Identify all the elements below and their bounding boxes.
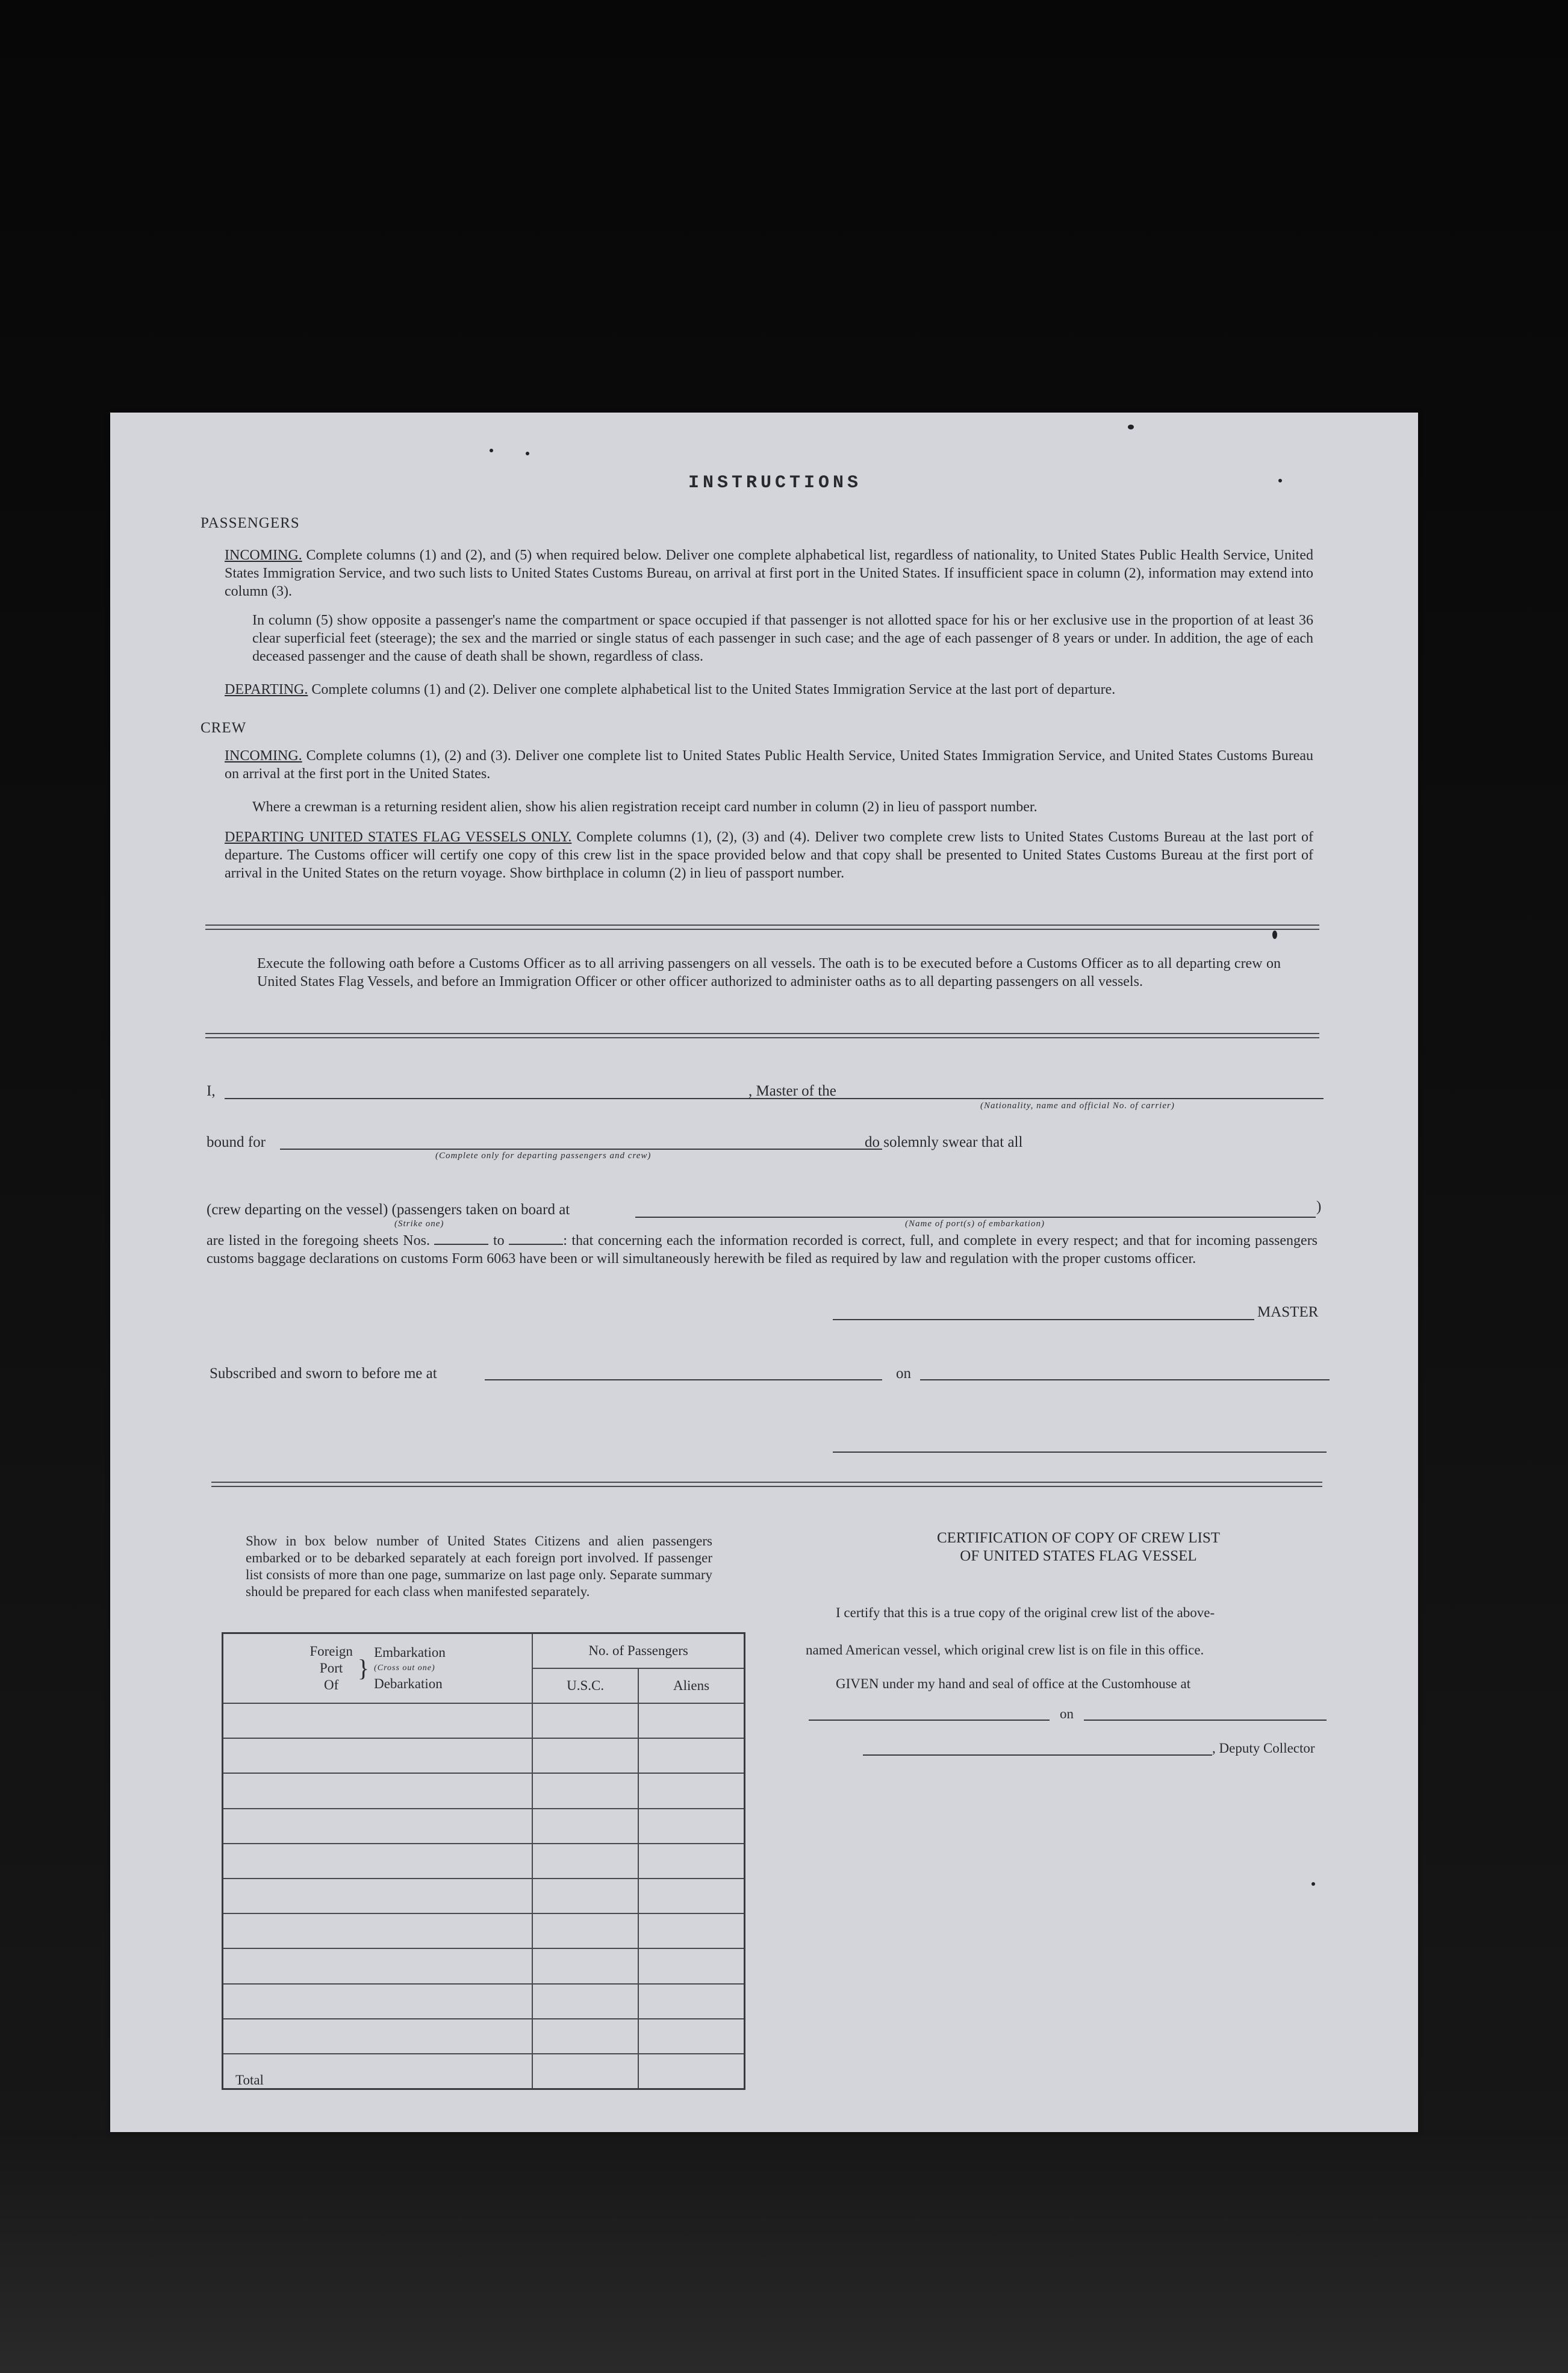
aliens-cell[interactable]: [638, 1773, 744, 1808]
strike-one-hint: (Strike one): [394, 1219, 444, 1229]
sheet-from-field[interactable]: [434, 1244, 488, 1245]
master-signature-line[interactable]: [833, 1319, 1254, 1320]
total-label: Total: [223, 2054, 533, 2089]
port-cell[interactable]: [223, 1948, 533, 1983]
usc-cell[interactable]: [532, 1844, 638, 1879]
swear-text: do solemnly swear that all: [865, 1134, 1023, 1150]
table-row: [223, 1948, 745, 1983]
crew-departing-text: Complete columns (1), (2), (3) and (4). Deliver two complete crew lists to United States Customs Bureau at the last port of departure. The Customs officer will certify one copy of this crew list in the space provided below and that copy shall be presented to United States Customs Bureau at the first port of arrival in the United States on the return voyage. Show birthplace in column (2) in lieu of passport number.: [225, 829, 1314, 881]
divider-double-2: [205, 1033, 1319, 1038]
usc-cell[interactable]: [532, 1913, 638, 1948]
summary-paragraph: Show in box below number of United States Citizens and alien passengers embarked or to be debarked separately at each foreign port involved. If passenger list consists of more than one page, summarize on last page only. Separate summary should be prepared for each class when manifested separately.: [246, 1533, 712, 1599]
aliens-cell[interactable]: [638, 1913, 744, 1948]
crew-departing-paragraph: [225, 828, 1313, 882]
passengers-departing-label: DEPARTING.: [225, 682, 308, 697]
aliens-cell[interactable]: [638, 1879, 744, 1913]
foreign-label: Foreign: [310, 1643, 353, 1659]
scan-speck: [1128, 425, 1134, 429]
passengers-incoming-paragraph: [225, 546, 1313, 600]
ports-summary-table: [222, 1632, 745, 2090]
port-cell[interactable]: [223, 1984, 533, 2019]
page-title: INSTRUCTIONS: [688, 473, 862, 493]
crew-incoming-label: INCOMING.: [225, 748, 302, 764]
deputy-signature-line[interactable]: [863, 1754, 1212, 1756]
usc-header: U.S.C.: [532, 1668, 638, 1703]
usc-cell[interactable]: [532, 2019, 638, 2054]
port-cell[interactable]: [223, 1879, 533, 1913]
port-cell[interactable]: [223, 1703, 533, 1738]
certification-heading-1: CERTIFICATION OF COPY OF CREW LIST: [936, 1530, 1221, 1546]
oath-i-label: I,: [207, 1083, 216, 1099]
aliens-cell[interactable]: [638, 1703, 744, 1738]
officer-signature-line[interactable]: [833, 1452, 1327, 1453]
ports-hint: (Name of port(s) of embarkation): [905, 1219, 1045, 1229]
cross-out-hint: (Cross out one): [374, 1663, 435, 1673]
aliens-cell[interactable]: [638, 1948, 744, 1983]
bound-for-label: bound for: [207, 1134, 266, 1150]
no-passengers-header: No. of Passengers: [532, 1633, 744, 1668]
passengers-incoming-label: INCOMING.: [225, 547, 302, 563]
port-header-cell: [223, 1633, 533, 1703]
customhouse-field[interactable]: [809, 1720, 1050, 1721]
sworn-date-field[interactable]: [920, 1379, 1330, 1380]
listed-rest: : that concerning each the information recorded is correct, full, and complete in every respect; and that for incoming passengers customs baggage declarations on customs Form 6063 have been or will simultaneously herewith be filed as required by law and regulation with the proper customs officer.: [207, 1233, 1318, 1267]
aliens-cell[interactable]: [638, 1984, 744, 2019]
table-row: [223, 1738, 745, 1773]
usc-cell[interactable]: [532, 1879, 638, 1913]
passengers-departing-text: Complete columns (1) and (2). Deliver one complete alphabetical list to the United States Immigration Service at the last port of departure.: [311, 682, 1116, 697]
complete-only-hint: (Complete only for departing passengers and crew): [435, 1151, 652, 1161]
port-label: Port: [319, 1660, 343, 1676]
form-sheet: [110, 413, 1418, 2132]
close-paren: ): [1316, 1199, 1322, 1215]
table-row: [223, 1703, 745, 1738]
embarkation-label: Embarkation: [374, 1644, 446, 1660]
total-aliens-cell[interactable]: [638, 2054, 744, 2089]
debarkation-label: Debarkation: [374, 1676, 443, 1691]
of-label: Of: [323, 1677, 339, 1692]
port-cell[interactable]: [223, 1913, 533, 1948]
passengers-heading: PASSENGERS: [201, 515, 300, 531]
port-cell[interactable]: [223, 1844, 533, 1879]
subscribed-label: Subscribed and sworn to before me at: [210, 1365, 437, 1382]
aliens-header: Aliens: [638, 1668, 744, 1703]
crew-incoming-text: Complete columns (1), (2) and (3). Deliver one complete list to United States Public Health Service, United States Immigration Service, and United States Customs Bureau on arrival at the first port in the United States.: [225, 748, 1314, 782]
aliens-cell[interactable]: [638, 1844, 744, 1879]
table-row: [223, 1913, 745, 1948]
usc-cell[interactable]: [532, 1809, 638, 1844]
scan-bottom-band: [0, 2129, 1568, 2373]
scan-speck: [490, 449, 493, 452]
port-cell[interactable]: [223, 2019, 533, 2054]
crew-departing-label: DEPARTING UNITED STATES FLAG VESSELS ONLY.: [225, 829, 572, 845]
master-sig-label: MASTER: [1257, 1304, 1319, 1320]
bound-for-field[interactable]: [280, 1149, 882, 1150]
port-cell[interactable]: [223, 1773, 533, 1808]
crew-heading: CREW: [201, 720, 247, 736]
aliens-cell[interactable]: [638, 1809, 744, 1844]
deputy-collector-label: , Deputy Collector: [1212, 1741, 1315, 1756]
certification-heading-2: OF UNITED STATES FLAG VESSEL: [960, 1548, 1197, 1564]
scan-speck: [1272, 931, 1277, 939]
crew-resident-paragraph: Where a crewman is a returning resident alien, show his alien registration receipt card number in column (2) in lieu of passport number.: [252, 799, 1038, 815]
usc-cell[interactable]: [532, 1773, 638, 1808]
passengers-column5-paragraph: In column (5) show opposite a passenger's name the compartment or space occupied if that passenger is not allotted space for his or her exclusive use in the proportion of at least 36 clear superficial feet (steerage); the sex and the married or single status of each passenger in such case; and the age of each passenger of 8 years or under. In addition, the age of each deceased passenger and the cause of death shall be shown, regardless of class.: [252, 613, 1313, 664]
table-row: [223, 1879, 745, 1913]
divider-double-3: [211, 1482, 1322, 1487]
passengers-incoming-text: Complete columns (1) and (2), and (5) when required below. Deliver one complete alphabetical list, regardless of nationality, to United States Public Health Service, United States Immigration Service, and two such lists to United States Customs Bureau, on arrival at first port in the United States. If insufficient space in column (2), information may extend into column (3).: [225, 547, 1313, 599]
certification-line-2: named American vessel, which original crew list is on file in this office.: [806, 1642, 1204, 1657]
brace-glyph: }: [357, 1654, 370, 1682]
usc-cell[interactable]: [532, 1984, 638, 2019]
crew-incoming-paragraph: [225, 747, 1313, 783]
port-cell[interactable]: [223, 1738, 533, 1773]
sworn-on-label: on: [896, 1365, 911, 1382]
sworn-place-field[interactable]: [485, 1379, 882, 1380]
carrier-field[interactable]: [860, 1098, 1324, 1099]
table-row: [223, 1844, 745, 1879]
oath-master-of: , Master of the: [748, 1083, 836, 1099]
usc-cell[interactable]: [532, 1738, 638, 1773]
total-row: [223, 2054, 745, 2089]
passengers-departing-paragraph: [225, 681, 1313, 699]
nationality-hint: (Nationality, name and official No. of carrier): [980, 1101, 1175, 1111]
table-row: [223, 2019, 745, 2054]
total-usc-cell[interactable]: [532, 2054, 638, 2089]
certification-date-field[interactable]: [1084, 1720, 1327, 1721]
crew-departing-text: (crew departing on the vessel) (passengers taken on board at: [207, 1202, 570, 1218]
port-cell[interactable]: [223, 1809, 533, 1844]
usc-cell[interactable]: [532, 1948, 638, 1983]
listed-paragraph: [207, 1232, 1318, 1268]
table-row: [223, 1809, 745, 1844]
table-row: [223, 1773, 745, 1808]
scan-speck: [526, 452, 529, 455]
listed-to: to: [493, 1233, 505, 1249]
usc-cell[interactable]: [532, 1703, 638, 1738]
embarkation-ports-field[interactable]: [635, 1217, 1316, 1218]
certification-on-label: on: [1060, 1706, 1074, 1721]
divider-double-1: [205, 925, 1319, 930]
certification-line-3: GIVEN under my hand and seal of office at the Customhouse at: [836, 1676, 1191, 1691]
aliens-cell[interactable]: [638, 2019, 744, 2054]
aliens-cell[interactable]: [638, 1738, 744, 1773]
certification-line-1: I certify that this is a true copy of the original crew list of the above-: [836, 1605, 1215, 1620]
sheet-to-field[interactable]: [509, 1244, 563, 1245]
listed-prefix: are listed in the foregoing sheets Nos.: [207, 1233, 430, 1249]
scan-speck: [1311, 1882, 1315, 1886]
table-row: [223, 1984, 745, 2019]
oath-intro-paragraph: Execute the following oath before a Customs Officer as to all arriving passengers on all vessels. The oath is to be executed before a Customs Officer as to all departing crew on United States Flag Vessels, and before an Immigration Officer or other officer authorized to administer oaths as to all departing passengers on all vessels.: [257, 956, 1281, 990]
scan-speck: [1278, 479, 1282, 482]
